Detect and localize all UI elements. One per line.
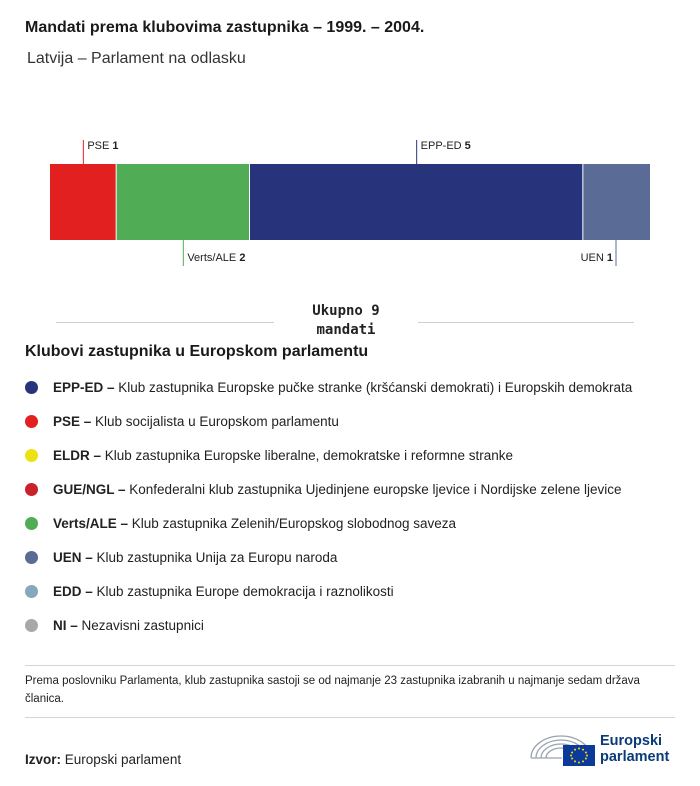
legend-dot	[25, 585, 38, 598]
legend-dot	[25, 483, 38, 496]
legend-abbr: PSE –	[53, 413, 92, 429]
segment-label-uen: UEN 1	[580, 252, 613, 264]
legend-abbr: UEN –	[53, 549, 93, 565]
source	[25, 752, 181, 767]
divider-bottom	[25, 717, 675, 718]
logo-line2: parlament	[600, 749, 670, 765]
legend-text: Nezavisni zastupnici	[77, 617, 204, 633]
legend-text: Klub zastupnika Europske pučke stranke (kršćanski demokrati) i Europskih demokrata	[114, 379, 633, 395]
legend-abbr: EPP-ED –	[53, 379, 115, 395]
logo-line1: Europski	[600, 733, 663, 749]
logo-wordmark	[600, 733, 669, 765]
divider-top	[25, 665, 675, 666]
total-label-line2: mandati	[316, 322, 376, 338]
source-label: Izvor:	[25, 752, 62, 767]
legend-dot	[25, 415, 38, 428]
total-rule-right	[418, 322, 634, 323]
legend-item-epp-ed	[25, 370, 685, 404]
legend-item-pse	[25, 404, 685, 438]
legend-dot	[25, 449, 38, 462]
legend-text: Klub zastupnika Unija za Europu naroda	[92, 549, 338, 565]
legend-abbr: ELDR –	[53, 447, 102, 463]
hemicycle-icon	[528, 728, 598, 768]
legend-dot	[25, 517, 38, 530]
bar-segment-verts-ale	[117, 164, 249, 240]
bar-segment-pse	[50, 164, 116, 240]
legend-item-edd	[25, 574, 685, 608]
chart-title: Mandati prema klubovima zastupnika – 1999. – 2004.	[25, 19, 425, 36]
segment-label-epp-ed: EPP-ED 5	[420, 140, 471, 152]
total-rule-left	[56, 322, 274, 323]
legend-text: Konfederalni klub zastupnika Ujedinjene europske ljevice i Nordijske zelene ljevice	[125, 481, 622, 497]
legend	[25, 370, 685, 642]
segment-label-verts-ale: Verts/ALE 2	[187, 252, 246, 264]
source-text: Europski parlament	[61, 752, 182, 767]
legend-item-ni	[25, 608, 685, 642]
bar-segment-uen	[583, 164, 650, 240]
total-label-line1: Ukupno 9	[312, 303, 380, 319]
legend-item-eldr	[25, 438, 685, 472]
legend-dot	[25, 551, 38, 564]
chart-subtitle: Latvija – Parlament na odlasku	[27, 50, 246, 67]
legend-item-verts-ale	[25, 506, 685, 540]
bar-segment-epp-ed	[250, 164, 582, 240]
legend-abbr: GUE/NGL –	[53, 481, 126, 497]
legend-text: Klub socijalista u Europskom parlamentu	[91, 413, 339, 429]
legend-text: Klub zastupnika Europe demokracija i raznolikosti	[92, 583, 394, 599]
legend-item-uen	[25, 540, 685, 574]
total-label	[274, 302, 418, 340]
legend-dot	[25, 381, 38, 394]
legend-abbr: NI –	[53, 617, 78, 633]
stacked-bar-chart	[0, 130, 700, 270]
footnote: Prema poslovniku Parlamenta, klub zastupnika sastoji se od najmanje 23 zastupnika izabranih u najmanje sedam država članica.	[25, 675, 640, 705]
legend-abbr: EDD –	[53, 583, 93, 599]
segment-label-pse: PSE 1	[87, 140, 119, 152]
european-parliament-logo[interactable]	[528, 728, 678, 768]
legend-text: Klub zastupnika Europske liberalne, demokratske i reformne stranke	[101, 447, 513, 463]
total-seats	[56, 302, 634, 342]
legend-title: Klubovi zastupnika u Europskom parlamentu	[25, 343, 369, 360]
legend-item-gue-ngl	[25, 472, 685, 506]
legend-abbr: Verts/ALE –	[53, 515, 129, 531]
legend-text: Klub zastupnika Zelenih/Europskog slobodnog saveza	[128, 515, 457, 531]
legend-dot	[25, 619, 38, 632]
